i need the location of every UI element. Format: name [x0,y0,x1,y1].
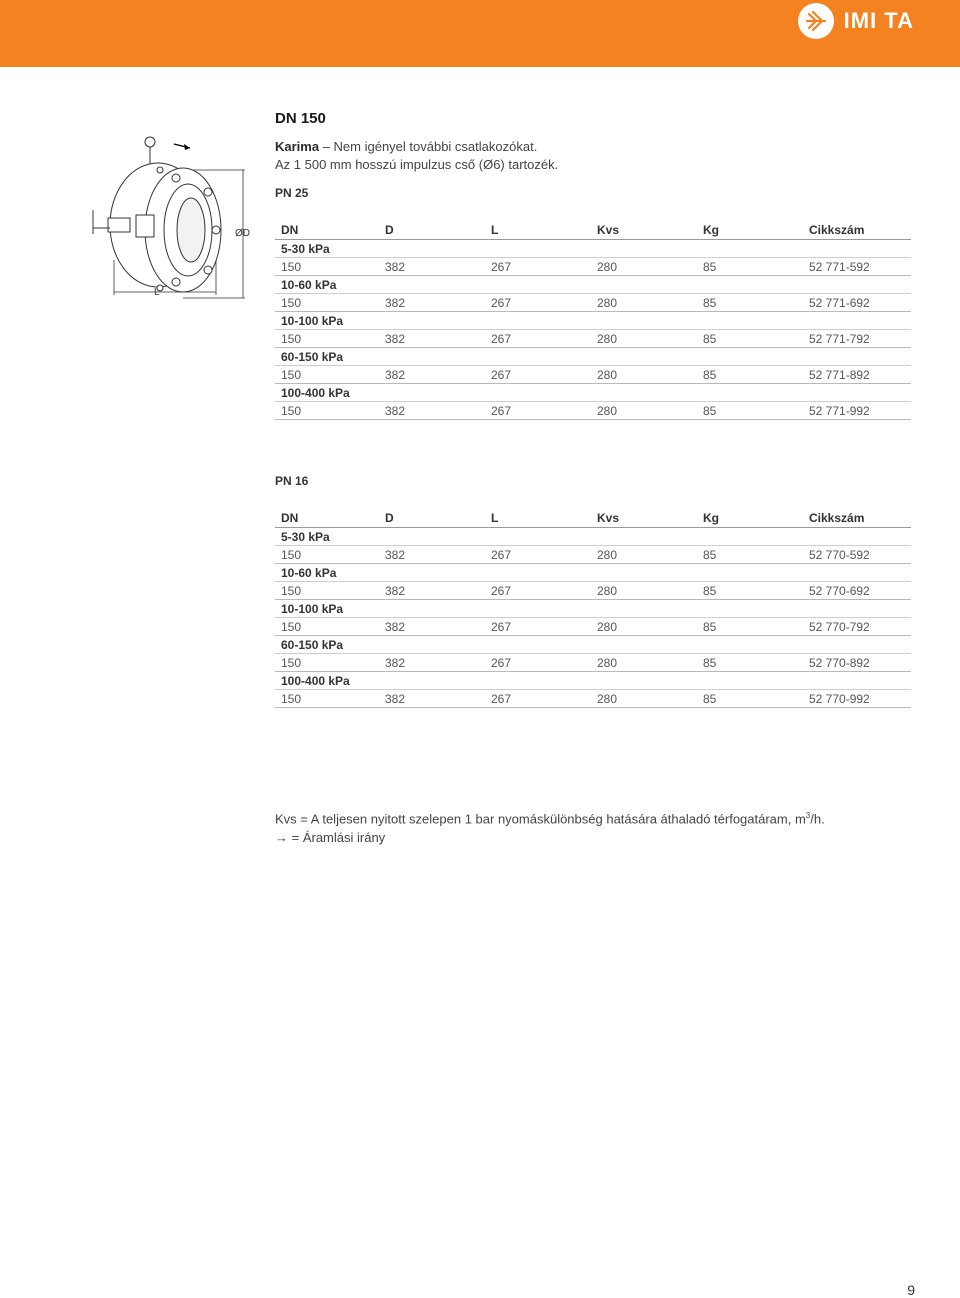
table-row [275,618,911,636]
cell-dn: 150 [275,654,379,672]
group-row [275,528,911,546]
table-row [275,546,911,564]
range-label: 10-100 kPa [275,600,911,618]
cell-d: 382 [379,366,485,384]
cell-l: 267 [485,654,591,672]
col-kg: Kg [697,509,803,528]
cell-l: 267 [485,582,591,600]
group-row [275,384,911,402]
header-bar [0,0,960,67]
col-dn: DN [275,509,379,528]
cell-kvs: 280 [591,618,697,636]
cell-kg: 85 [697,546,803,564]
table-row [275,654,911,672]
table-row [275,690,911,708]
range-label: 100-400 kPa [275,672,911,690]
cell-kvs: 280 [591,582,697,600]
imi-logo-icon [798,3,834,39]
group-row [275,600,911,618]
col-kvs: Kvs [591,509,697,528]
col-d: D [379,221,485,240]
table-row [275,582,911,600]
range-label: 100-400 kPa [275,384,911,402]
footnote [275,806,825,847]
cell-l: 267 [485,690,591,708]
cell-kvs: 280 [591,366,697,384]
cell-kvs: 280 [591,258,697,276]
cell-d: 382 [379,618,485,636]
cell-cikkszam: 52 771-992 [803,402,911,420]
range-label: 60-150 kPa [275,348,911,366]
group-row [275,636,911,654]
table-row [275,294,911,312]
cell-l: 267 [485,330,591,348]
product-description [275,138,558,174]
flow-arrow-icon: → [275,830,288,846]
pn16-table [275,509,911,708]
range-label: 5-30 kPa [275,528,911,546]
col-dn: DN [275,221,379,240]
group-row [275,312,911,330]
cell-l: 267 [485,546,591,564]
cell-cikkszam: 52 771-792 [803,330,911,348]
footnote-sup: 3 [805,811,811,820]
page-number: 9 [907,1282,915,1298]
table-row [275,366,911,384]
cell-kg: 85 [697,330,803,348]
cell-d: 382 [379,330,485,348]
cell-kg: 85 [697,690,803,708]
cell-d: 382 [379,582,485,600]
cell-dn: 150 [275,402,379,420]
cell-dn: 150 [275,546,379,564]
group-row [275,348,911,366]
table-row [275,258,911,276]
col-kvs: Kvs [591,221,697,240]
cell-cikkszam: 52 770-792 [803,618,911,636]
cell-dn: 150 [275,366,379,384]
cell-kvs: 280 [591,294,697,312]
cell-cikkszam: 52 771-592 [803,258,911,276]
cell-dn: 150 [275,618,379,636]
cell-kg: 85 [697,366,803,384]
col-cikkszam: Cikkszám [803,509,911,528]
desc-line2: Az 1 500 mm hosszú impulzus cső (Ø6) tartozék. [275,157,559,172]
footnote-kvs-unit: /h. [810,811,825,827]
cell-dn: 150 [275,258,379,276]
cell-l: 267 [485,618,591,636]
cell-d: 382 [379,402,485,420]
cell-kvs: 280 [591,654,697,672]
col-l: L [485,221,591,240]
range-label: 60-150 kPa [275,636,911,654]
col-kg: Kg [697,221,803,240]
pn25-label: PN 25 [275,186,309,200]
desc-line1: – Nem igényel további csatlakozókat. [319,139,538,154]
cell-kg: 85 [697,654,803,672]
brand-logo [798,2,914,40]
cell-d: 382 [379,294,485,312]
table-header-row [275,221,911,240]
cell-d: 382 [379,546,485,564]
cell-kvs: 280 [591,546,697,564]
cell-cikkszam: 52 771-892 [803,366,911,384]
cell-kg: 85 [697,582,803,600]
cell-kg: 85 [697,258,803,276]
cell-d: 382 [379,690,485,708]
cell-cikkszam: 52 771-692 [803,294,911,312]
cell-l: 267 [485,258,591,276]
footnote-flow: = Áramlási irány [288,830,386,846]
cell-kg: 85 [697,618,803,636]
group-row [275,240,911,258]
cell-dn: 150 [275,294,379,312]
table-row [275,330,911,348]
od-label: ØD [235,228,250,239]
col-l: L [485,509,591,528]
cell-dn: 150 [275,330,379,348]
range-label: 10-100 kPa [275,312,911,330]
table-header-row [275,509,911,528]
range-label: 5-30 kPa [275,240,911,258]
cell-kg: 85 [697,402,803,420]
table-row [275,402,911,420]
desc-bold: Karima [275,139,320,154]
valve-drawing-icon [88,130,263,305]
product-title: DN 150 [275,110,326,127]
col-cikkszam: Cikkszám [803,221,911,240]
cell-kvs: 280 [591,402,697,420]
brand-name: IMI TA [843,8,914,33]
cell-kg: 85 [697,294,803,312]
range-label: 10-60 kPa [275,276,911,294]
cell-cikkszam: 52 770-592 [803,546,911,564]
cell-d: 382 [379,258,485,276]
cell-l: 267 [485,366,591,384]
pn25-table [275,221,911,420]
footnote-kvs: Kvs = A teljesen nyitott szelepen 1 bar nyomáskülönbség hatására áthaladó térfogatáram, m [275,811,806,827]
cell-cikkszam: 52 770-692 [803,582,911,600]
col-d: D [379,509,485,528]
cell-kvs: 280 [591,330,697,348]
l-label: L [154,287,160,298]
cell-l: 267 [485,402,591,420]
cell-cikkszam: 52 770-992 [803,690,911,708]
cell-l: 267 [485,294,591,312]
cell-dn: 150 [275,690,379,708]
cell-cikkszam: 52 770-892 [803,654,911,672]
group-row [275,276,911,294]
cell-dn: 150 [275,582,379,600]
group-row [275,564,911,582]
cell-kvs: 280 [591,690,697,708]
pn16-label: PN 16 [275,474,309,488]
group-row [275,672,911,690]
range-label: 10-60 kPa [275,564,911,582]
cell-d: 382 [379,654,485,672]
